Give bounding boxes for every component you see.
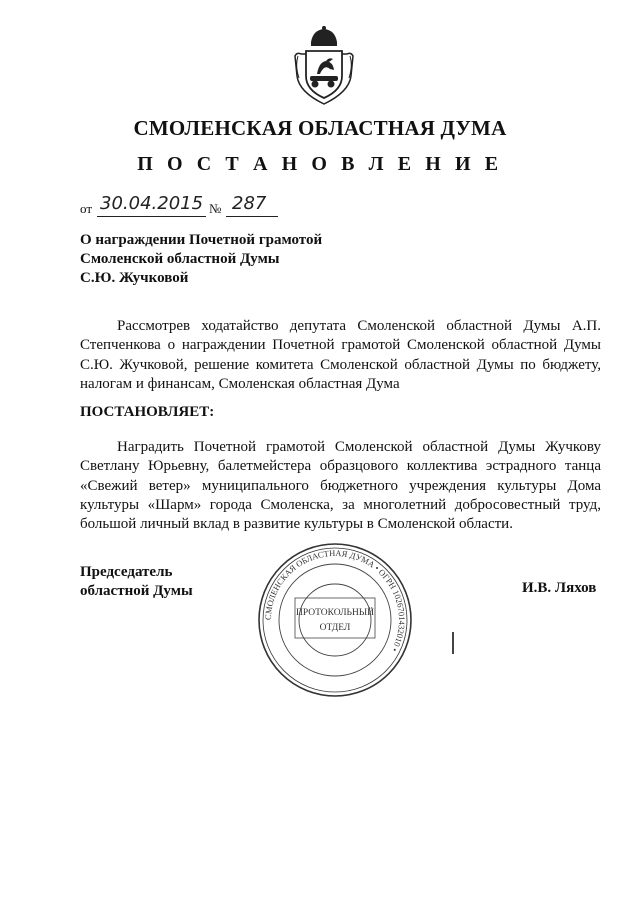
signatory-title-line: Председатель: [80, 564, 173, 580]
resolution-paragraph: [80, 438, 601, 534]
coat-of-arms-emblem: [293, 26, 355, 108]
document-subject: [80, 231, 322, 288]
seal-center-line2: ОТДЕЛ: [319, 623, 351, 633]
signatory-title: [80, 563, 193, 601]
official-seal-stamp: [255, 540, 415, 700]
signatory-title-line: областной Думы: [80, 583, 193, 599]
date-number-line: [80, 195, 380, 217]
signatory-name: И.В. Ляхов: [522, 580, 597, 596]
subject-line: О награждении Почетной грамотой: [80, 232, 323, 248]
date-underline: [97, 216, 206, 217]
document-type-heading: П О С Т А Н О В Л Е Н И Е: [137, 153, 503, 175]
subject-line: С.Ю. Жучковой: [80, 270, 189, 286]
handwritten-number: 287: [232, 193, 267, 214]
organization-title: СМОЛЕНСКАЯ ОБЛАСТНАЯ ДУМА: [133, 116, 507, 140]
seal-center-line1: ПРОТОКОЛЬНЫЙ: [295, 608, 375, 618]
number-underline: [226, 216, 278, 217]
subject-line: Смоленской областной Думы: [80, 251, 280, 267]
preamble-paragraph: [80, 317, 601, 394]
date-prefix: от: [80, 201, 93, 216]
handwritten-date: 30.04.2015: [100, 193, 204, 214]
number-sign: №: [209, 201, 222, 216]
pen-mark: [452, 632, 454, 654]
resolves-heading: ПОСТАНОВЛЯЕТ:: [80, 404, 215, 420]
seal-outer-text: СМОЛЕНСКАЯ ОБЛАСТНАЯ ДУМА • ОГРН 1026701432010 •: [262, 547, 408, 654]
crown-icon: [311, 26, 337, 46]
preamble-text: Рассмотрев ходатайство депутата Смоленской областной Думы А.П. Степченкова о награждении Почетной грамотой Смоленской областной Думы С.Ю. Жучковой, решение комитета Смоленской областной Думы по бюджету, налогам и финансам, Смоленская областная Дума: [80, 318, 601, 392]
resolution-text: Наградить Почетной грамотой Смоленской областной Думы Жучкову Светлану Юрьевну, балетмейстера образцового коллектива эстрадного танца «Свежий ветер» муниципального бюджетного учреждения культуры Дома культуры «Шарм» города Смоленска, за многолетний добросовестный труд, большой личный вклад в развитие культуры в Смоленской области.: [80, 439, 601, 533]
